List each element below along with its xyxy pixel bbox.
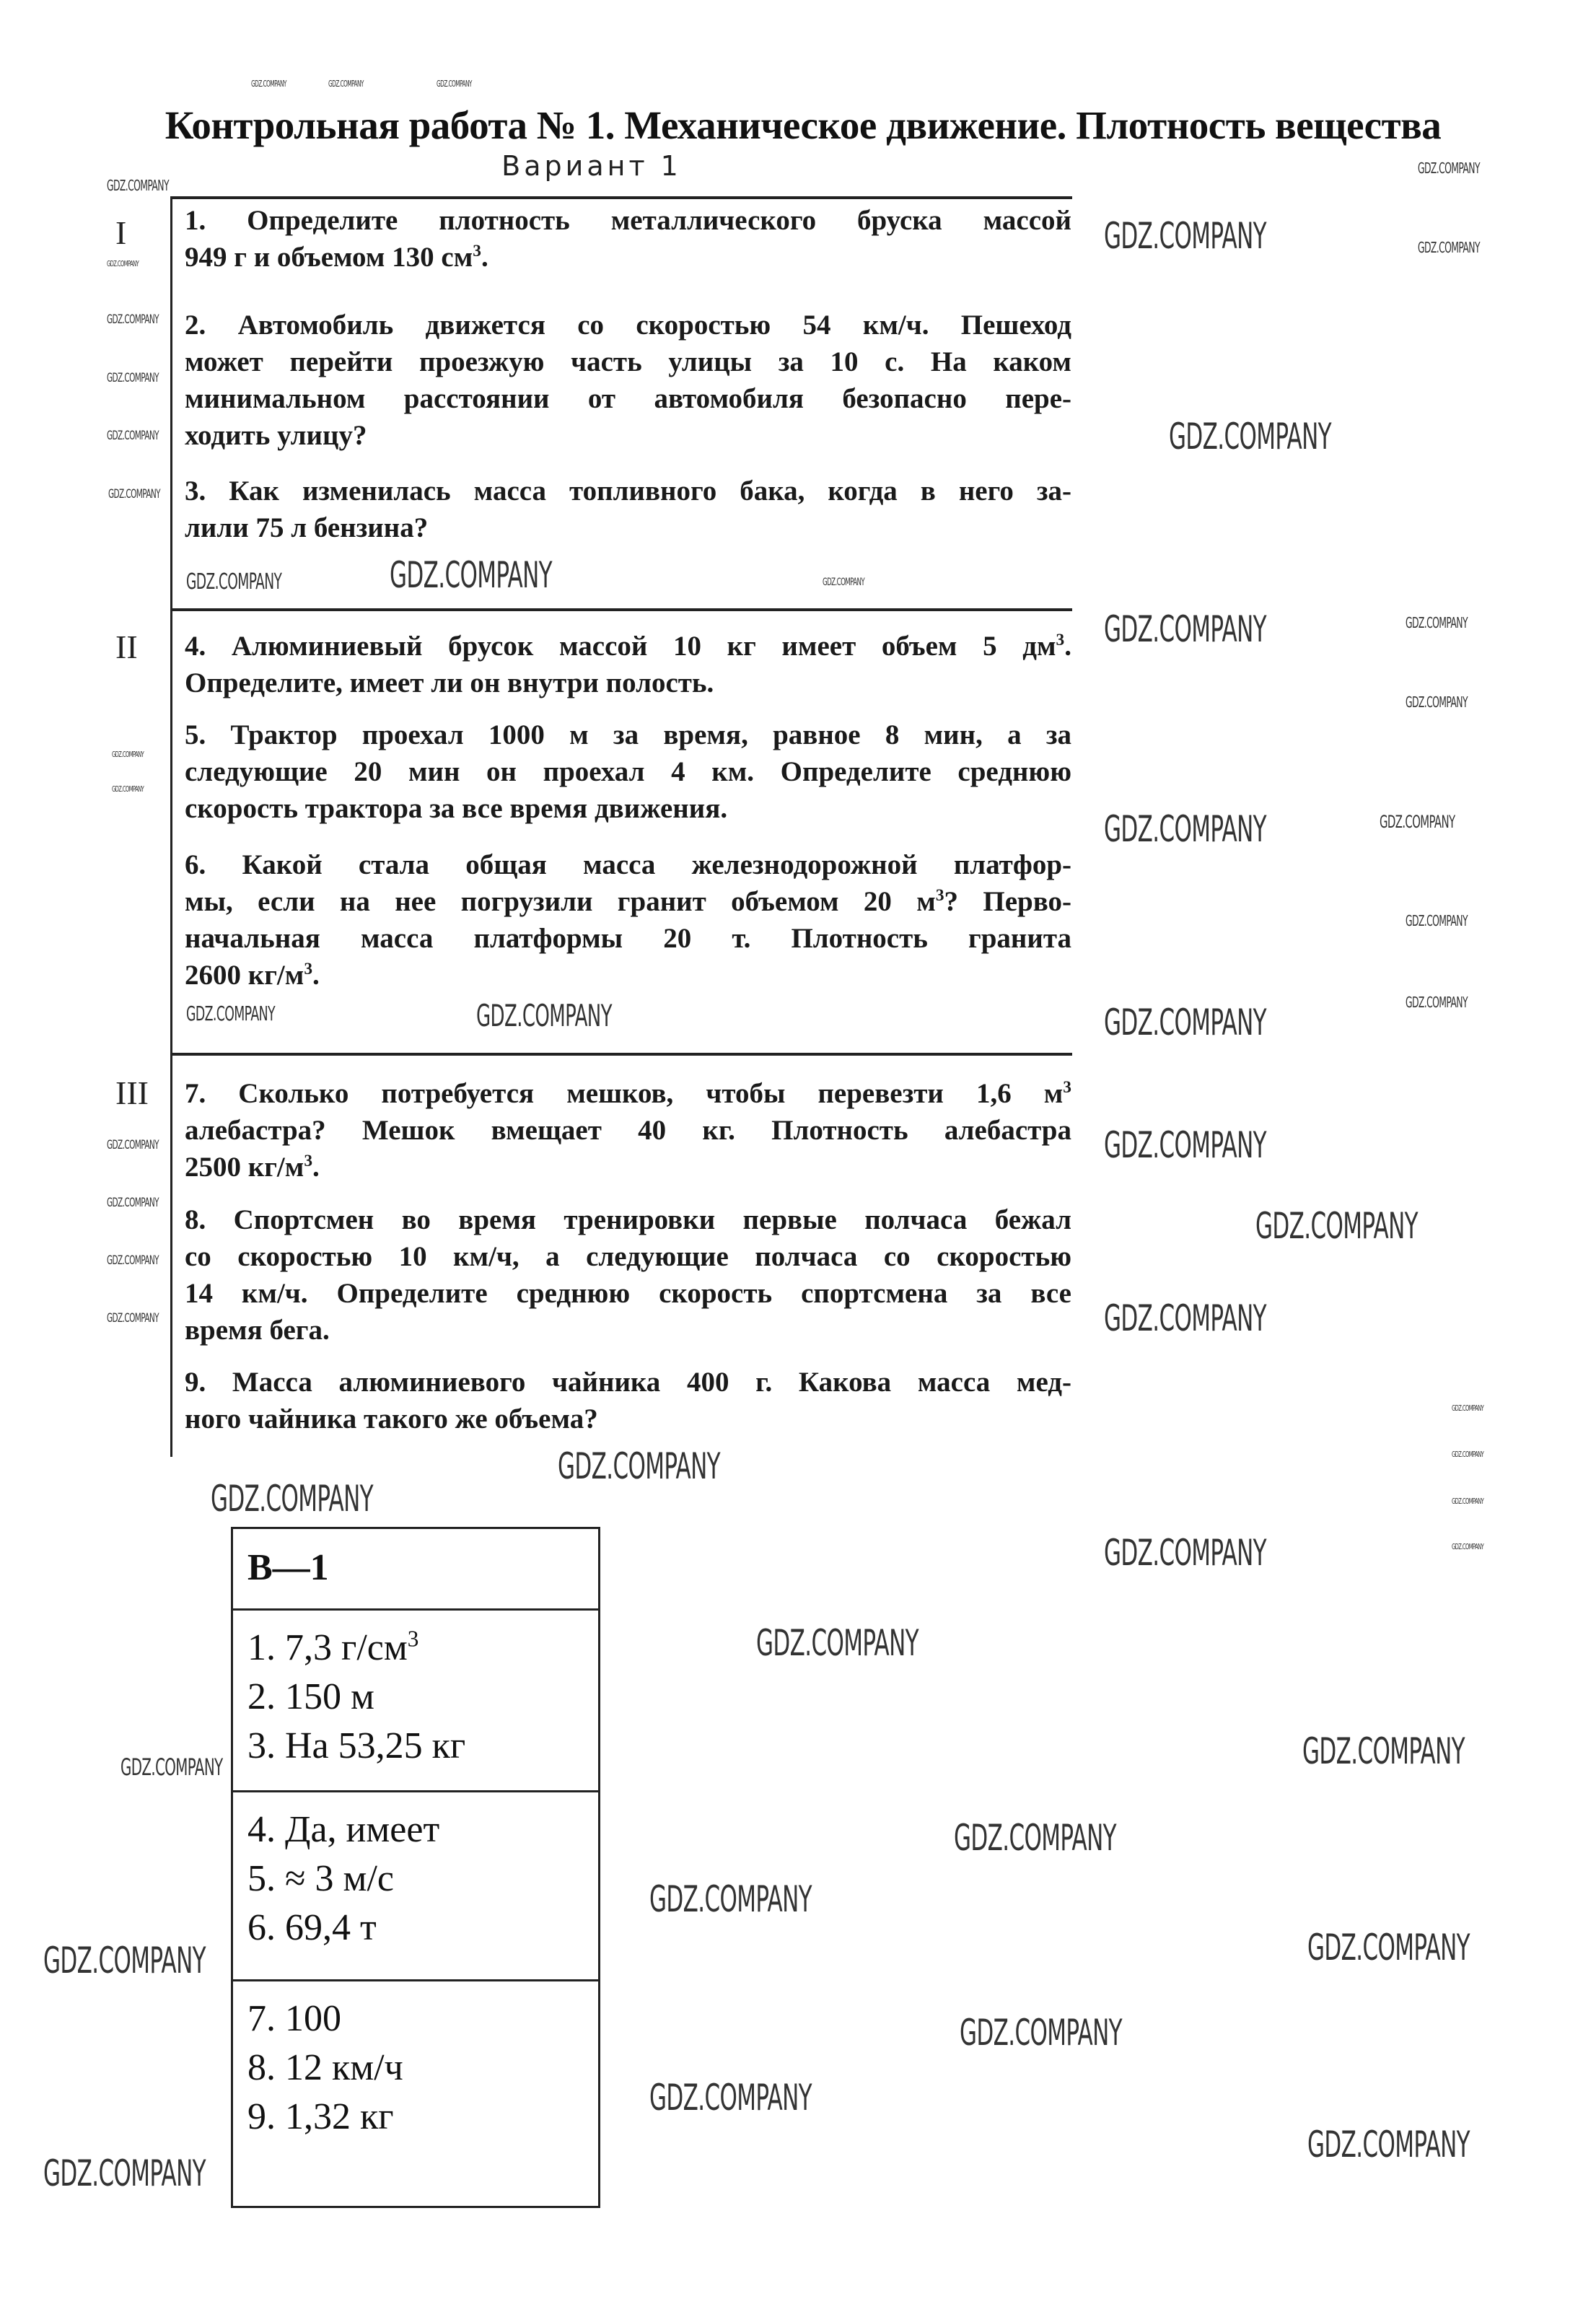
question-line: 6. Какой стала общая масса железнодорожной платфор- bbox=[185, 849, 1071, 880]
watermark: GDZ.COMPANY bbox=[107, 371, 159, 385]
question-line: 949 г и объемом 130 $см^3$. bbox=[185, 242, 488, 273]
top-rule bbox=[170, 196, 1072, 199]
watermark: GDZ.COMPANY bbox=[1380, 812, 1455, 832]
answer: 1. 7,3 $г/см^3$ bbox=[247, 1626, 419, 1668]
question-line: 5. Трактор проехал 1000 м за время, равное 8 мин, а за bbox=[185, 719, 1071, 750]
question-line: мы, если на нее погрузили гранит объемом 20 $м^3$? Перво- bbox=[185, 886, 1072, 917]
section-numeral: III bbox=[115, 1074, 149, 1111]
answer: 5. ≈ 3 м/с bbox=[247, 1858, 394, 1899]
question-9 bbox=[185, 1364, 1071, 1437]
watermark: GDZ.COMPANY bbox=[43, 1940, 206, 1981]
question-line: 14 км/ч. Определите среднюю скорость спортсмена за все bbox=[185, 1278, 1071, 1309]
question-line: со скоростью 10 км/ч, а следующие полчаса со скоростью bbox=[185, 1241, 1071, 1272]
watermark: GDZ.COMPANY bbox=[251, 79, 286, 89]
question-line: лили 75 л бензина? bbox=[185, 512, 429, 543]
question-6 bbox=[185, 846, 1071, 994]
answer: 6. 69,4 т bbox=[247, 1907, 377, 1948]
section-numeral: II bbox=[115, 628, 138, 665]
watermark: GDZ.COMPANY bbox=[186, 1002, 276, 1025]
question-line: время бега. bbox=[185, 1315, 330, 1346]
watermark: GDZ.COMPANY bbox=[107, 1253, 159, 1268]
watermark: GDZ.COMPANY bbox=[1302, 1730, 1465, 1772]
question-line: может перейти проезжую часть улицы за 10 с. На каком bbox=[185, 346, 1071, 377]
watermark: GDZ.COMPANY bbox=[1406, 693, 1468, 711]
watermark: GDZ.COMPANY bbox=[960, 2012, 1123, 2054]
watermark: GDZ.COMPANY bbox=[107, 429, 159, 443]
watermark: GDZ.COMPANY bbox=[823, 577, 865, 588]
question-5 bbox=[185, 717, 1071, 827]
question-line: 2600 $кг/м^3$. bbox=[185, 960, 320, 991]
question-line: 9. Масса алюминиевого чайника 400 г. Какова масса мед- bbox=[185, 1367, 1071, 1398]
question-8 bbox=[185, 1201, 1071, 1349]
watermark: GDZ.COMPANY bbox=[1452, 1497, 1484, 1506]
watermark: GDZ.COMPANY bbox=[476, 998, 612, 1033]
answer: 4. Да, имеет bbox=[247, 1809, 440, 1850]
watermark: GDZ.COMPANY bbox=[1406, 912, 1468, 929]
watermark: GDZ.COMPANY bbox=[649, 1878, 812, 1920]
watermark: GDZ.COMPANY bbox=[1406, 994, 1468, 1011]
watermark: GDZ.COMPANY bbox=[1104, 1532, 1267, 1574]
watermark: GDZ.COMPANY bbox=[1104, 1002, 1267, 1043]
section-divider bbox=[170, 608, 1072, 611]
question-line: 4. Алюминиевый брусок массой 10 кг имеет объем 5 $дм^3$. bbox=[185, 631, 1071, 662]
watermark: GDZ.COMPANY bbox=[1104, 808, 1267, 850]
answer-group bbox=[233, 1608, 598, 1790]
watermark: GDZ.COMPANY bbox=[108, 487, 161, 501]
watermark: GDZ.COMPANY bbox=[558, 1445, 721, 1487]
watermark: GDZ.COMPANY bbox=[649, 2077, 812, 2119]
watermark: GDZ.COMPANY bbox=[437, 79, 472, 89]
watermark: GDZ.COMPANY bbox=[211, 1478, 374, 1520]
watermark: GDZ.COMPANY bbox=[43, 2152, 206, 2194]
watermark: GDZ.COMPANY bbox=[1104, 608, 1267, 650]
variant-heading: Вариант 1 bbox=[501, 150, 682, 182]
question-line: начальная масса платформы 20 т. Плотность гранита bbox=[185, 923, 1071, 954]
watermark: GDZ.COMPANY bbox=[107, 1138, 159, 1152]
watermark: GDZ.COMPANY bbox=[107, 1196, 159, 1210]
question-line: алебастра? Мешок вмещает 40 кг. Плотность алебастра bbox=[185, 1115, 1071, 1146]
answer-key-header: В—1 bbox=[247, 1547, 329, 1588]
section-divider bbox=[170, 1053, 1072, 1056]
question-line: минимальном расстоянии от автомобиля безопасно пере- bbox=[185, 383, 1071, 414]
answer: 3. На 53,25 кг bbox=[247, 1725, 466, 1766]
watermark: GDZ.COMPANY bbox=[1104, 1124, 1267, 1166]
answer-group bbox=[233, 1790, 598, 1979]
question-3 bbox=[185, 473, 1071, 546]
answer-group bbox=[233, 1979, 598, 2206]
watermark: GDZ.COMPANY bbox=[954, 1817, 1117, 1859]
watermark: GDZ.COMPANY bbox=[1104, 215, 1267, 257]
question-2 bbox=[185, 307, 1071, 454]
answer: 2. 150 м bbox=[247, 1676, 374, 1717]
question-line: 2500 $кг/м^3$. bbox=[185, 1152, 320, 1183]
question-line: ного чайника такого же объема? bbox=[185, 1403, 598, 1434]
margin-rule bbox=[170, 198, 172, 1457]
watermark: GDZ.COMPANY bbox=[186, 569, 282, 595]
watermark: GDZ.COMPANY bbox=[1452, 1403, 1484, 1413]
watermark: GDZ.COMPANY bbox=[1406, 614, 1468, 631]
watermark: GDZ.COMPANY bbox=[1307, 1927, 1470, 1968]
watermark: GDZ.COMPANY bbox=[1104, 1297, 1267, 1339]
question-line: 1. Определите плотность металлического бруска массой bbox=[185, 205, 1071, 236]
watermark: GDZ.COMPANY bbox=[107, 1311, 159, 1326]
question-line: 8. Спортсмен во время тренировки первые полчаса бежал bbox=[185, 1204, 1071, 1235]
section-numeral: I bbox=[115, 214, 127, 251]
watermark: GDZ.COMPANY bbox=[1418, 159, 1480, 177]
watermark: GDZ.COMPANY bbox=[390, 554, 553, 596]
watermark: GDZ.COMPANY bbox=[1307, 2124, 1470, 2165]
watermark: GDZ.COMPANY bbox=[1169, 416, 1332, 457]
answer: 7. 100 bbox=[247, 1998, 341, 2039]
watermark: GDZ.COMPANY bbox=[107, 259, 139, 268]
question-line: скорость трактора за все время движения. bbox=[185, 793, 728, 824]
question-7 bbox=[185, 1075, 1071, 1186]
question-line: ходить улицу? bbox=[185, 420, 367, 451]
question-4 bbox=[185, 628, 1071, 701]
answer-key-table bbox=[231, 1527, 600, 2208]
watermark: GDZ.COMPANY bbox=[1452, 1450, 1484, 1459]
watermark: GDZ.COMPANY bbox=[1255, 1205, 1419, 1247]
watermark: GDZ.COMPANY bbox=[1418, 239, 1480, 256]
watermark: GDZ.COMPANY bbox=[328, 79, 364, 89]
watermark: GDZ.COMPANY bbox=[107, 177, 169, 194]
question-line: следующие 20 мин он проехал 4 км. Определите среднюю bbox=[185, 756, 1071, 787]
watermark: GDZ.COMPANY bbox=[112, 750, 144, 759]
question-1 bbox=[185, 202, 1071, 276]
question-line: 7. Сколько потребуется мешков, чтобы перевезти 1,6 $м^3$ bbox=[185, 1078, 1071, 1109]
page-title: Контрольная работа № 1. Механическое движение. Плотность вещества bbox=[165, 103, 1442, 147]
watermark: GDZ.COMPANY bbox=[107, 312, 159, 327]
answer: 8. 12 км/ч bbox=[247, 2047, 403, 2088]
question-line: 3. Как изменилась масса топливного бака, когда в него за- bbox=[185, 476, 1071, 507]
question-line: Определите, имеет ли он внутри полость. bbox=[185, 667, 714, 698]
watermark: GDZ.COMPANY bbox=[112, 784, 144, 794]
watermark: GDZ.COMPANY bbox=[120, 1753, 223, 1781]
watermark: GDZ.COMPANY bbox=[1452, 1542, 1484, 1551]
watermark: GDZ.COMPANY bbox=[756, 1622, 919, 1664]
answer: 9. 1,32 кг bbox=[247, 2096, 394, 2137]
question-line: 2. Автомобиль движется со скоростью 54 км/ч. Пешеход bbox=[185, 310, 1071, 341]
